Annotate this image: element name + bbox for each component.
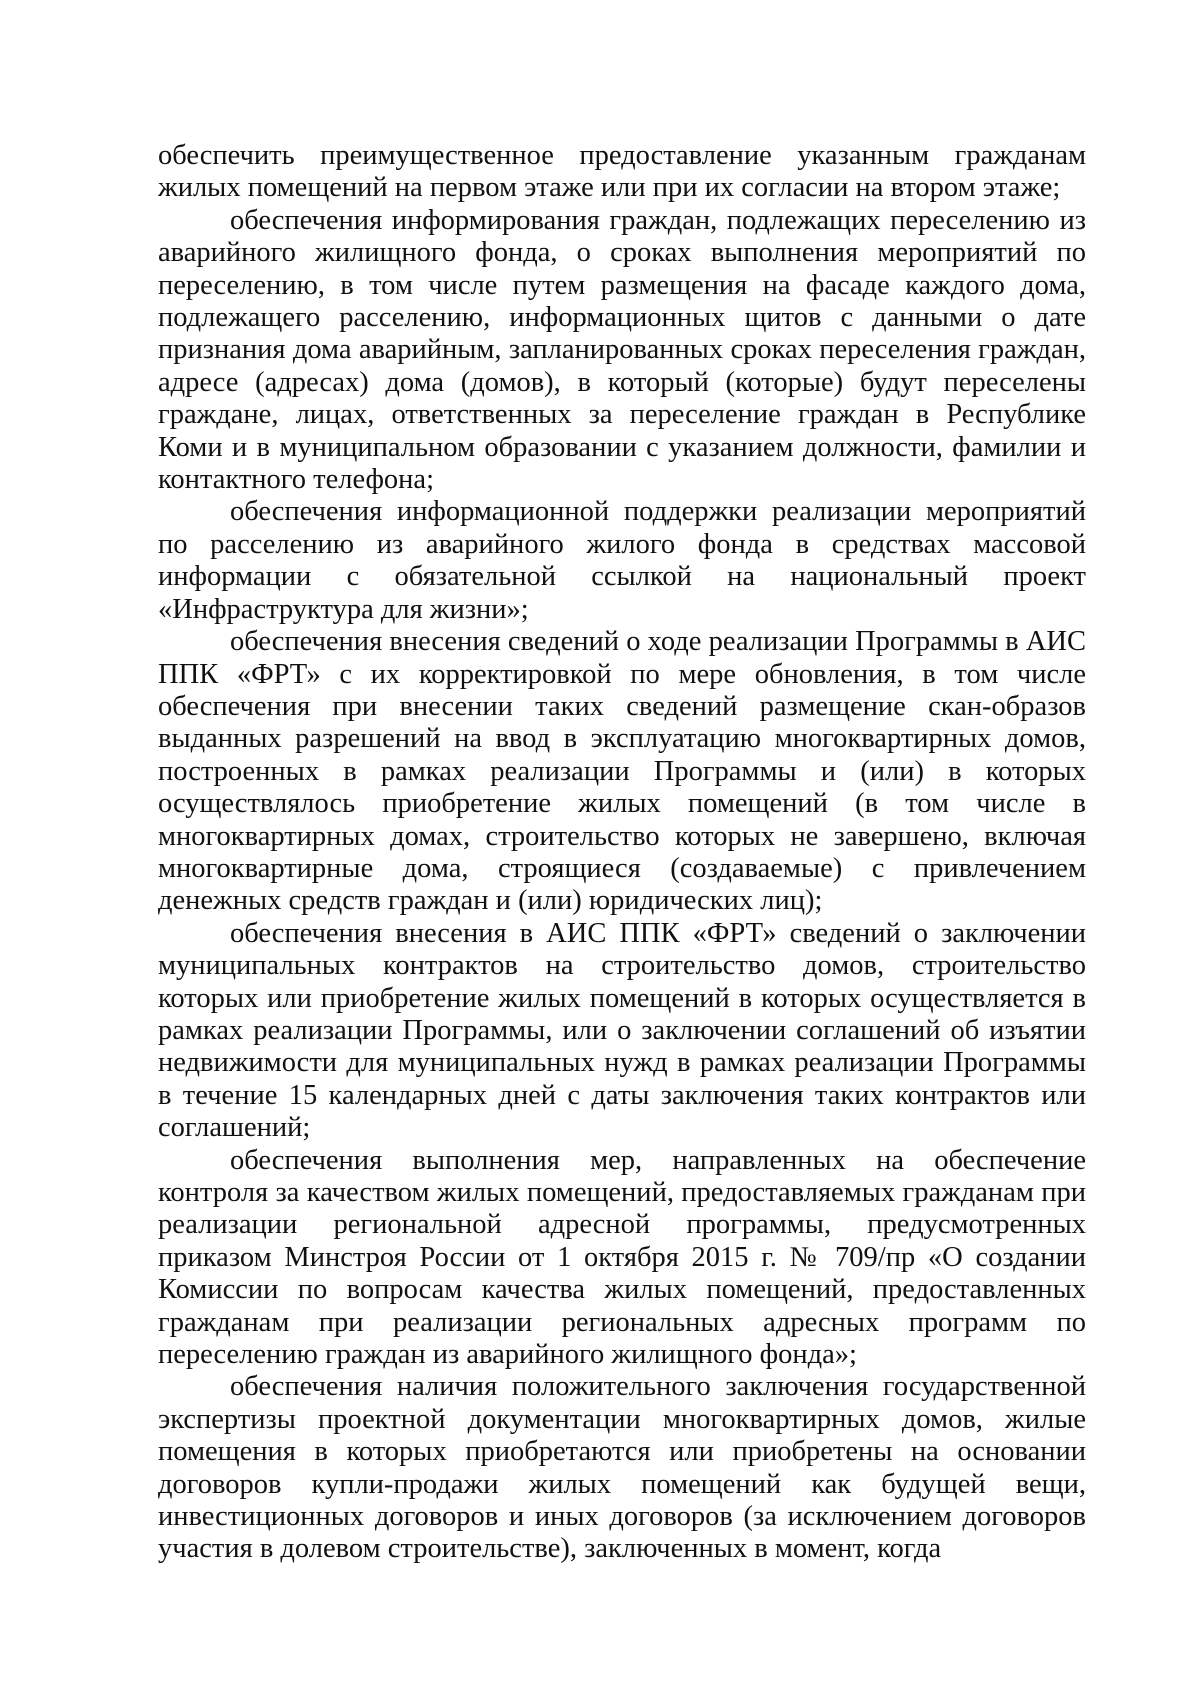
document-body xyxy=(158,140,1086,1566)
paragraph-4: обеспечения внесения сведений о ходе реализации Программы в АИС ППК «ФРТ» с их корректировкой по мере обновления, в том числе обеспечения при внесении таких сведений размещение скан-образов выданных разрешений на ввод в эксплуатацию многоквартирных домов, построенных в рамках реализации Программы и (или) в которых осуществлялось приобретение жилых помещений (в том числе в многоквартирных домах, строительство которых не завершено, включая многоквартирные дома, строящиеся (создаваемые) с привлечением денежных средств граждан и (или) юридических лиц); xyxy=(158,626,1086,917)
paragraph-5: обеспечения внесения в АИС ППК «ФРТ» сведений о заключении муниципальных контрактов на строительство домов, строительство которых или приобретение жилых помещений в которых осуществляется в рамках реализации Программы, или о заключении соглашений об изъятии недвижимости для муниципальных нужд в рамках реализации Программы в течение 15 календарных дней с даты заключения таких контрактов или соглашений; xyxy=(158,917,1086,1144)
paragraph-7: обеспечения наличия положительного заключения государственной экспертизы проектной документации многоквартирных домов, жилые помещения в которых приобретаются или приобретены на основании договоров купли-продажи жилых помещений как будущей вещи, инвестиционных договоров и иных договоров (за исключением договоров участия в долевом строительстве), заключенных в момент, когда xyxy=(158,1371,1086,1565)
paragraph-3: обеспечения информационной поддержки реализации мероприятий по расселению из аварийного жилого фонда в средствах массовой информации с обязательной ссылкой на национальный проект «Инфраструктура для жизни»; xyxy=(158,496,1086,625)
paragraph-6: обеспечения выполнения мер, направленных на обеспечение контроля за качеством жилых помещений, предоставляемых гражданам при реализации региональной адресной программы, предусмотренных приказом Минстроя России от 1 октября 2015 г. № 709/пр «О создании Комиссии по вопросам качества жилых помещений, предоставленных гражданам при реализации региональных адресных программ по переселению граждан из аварийного жилищного фонда»; xyxy=(158,1144,1086,1371)
paragraph-2: обеспечения информирования граждан, подлежащих переселению из аварийного жилищного фонда, о сроках выполнения мероприятий по переселению, в том числе путем размещения на фасаде каждого дома, подлежащего расселению, информационных щитов с данными о дате признания дома аварийным, запланированных сроках переселения граждан, адресе (адресах) дома (домов), в который (которые) будут переселены граждане, лицах, ответственных за переселение граждан в Республике Коми и в муниципальном образовании с указанием должности, фамилии и контактного телефона; xyxy=(158,204,1086,496)
paragraph-1: обеспечить преимущественное предоставление указанным гражданам жилых помещений на первом этаже или при их согласии на втором этаже; xyxy=(158,140,1086,204)
